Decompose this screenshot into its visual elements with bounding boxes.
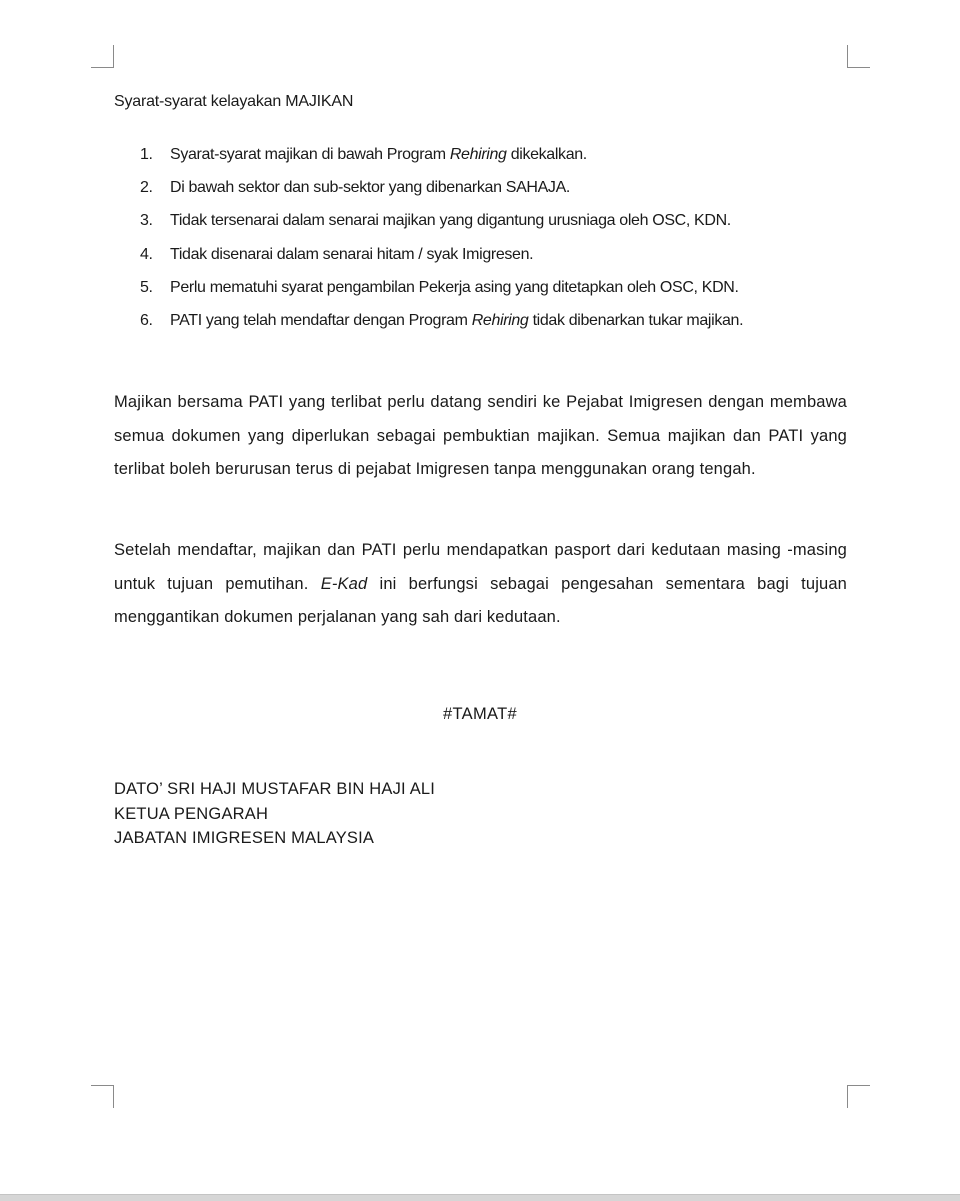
list-item (140, 310, 840, 343)
emphasis-text: Rehiring (449, 146, 507, 163)
list-item-number: 6. (140, 311, 153, 329)
signature-block (114, 777, 435, 851)
body-paragraph: Setelah mendaftar, majikan dan PATI perlu mendapatkan pasport dari kedutaan masing -masing untuk tujuan pemutihan. E-Kad ini berfungsi sebagai pengesahan sementara bagi tujuan menggantikan dokumen perjalanan yang sah dari kedutaan. (114, 541, 847, 626)
list-item (140, 177, 840, 210)
closing-mark: #TAMAT# (443, 705, 517, 723)
section-heading: Syarat-syarat kelayakan MAJIKAN (114, 93, 354, 110)
crop-mark-bottom-left (91, 1085, 114, 1108)
list-item (140, 210, 840, 243)
crop-mark-top-left (91, 45, 114, 68)
crop-mark-top-right (847, 45, 870, 68)
list-item (140, 277, 840, 310)
signatory-department: JABATAN IMIGRESEN MALAYSIA (114, 829, 375, 847)
list-item (140, 144, 840, 177)
emphasis-text: Rehiring (471, 311, 529, 329)
list-item-text: Tidak tersenarai dalam senarai majikan yang digantung urusniaga oleh OSC, KDN. (170, 212, 731, 230)
requirements-list (140, 144, 840, 343)
signatory-title: KETUA PENGARAH (114, 804, 269, 823)
list-item (140, 244, 840, 277)
emphasis-text: E-Kad (320, 574, 368, 593)
list-item-text: Tidak disenarai dalam senarai hitam / syak Imigresen. (170, 245, 534, 263)
list-item-text: Di bawah sektor dan sub-sektor yang dibenarkan SAHAJA. (170, 179, 570, 197)
list-item-number: 3. (140, 212, 153, 230)
signatory-name: DATO’ SRI HAJI MUSTAFAR BIN HAJI ALI (114, 780, 436, 798)
list-item-number: 2. (140, 179, 153, 197)
list-item-text: PATI yang telah mendaftar dengan Program Rehiring tidak dibenarkan tukar majikan. (170, 311, 744, 329)
list-item-number: 5. (140, 278, 153, 296)
body-paragraph: Majikan bersama PATI yang terlibat perlu datang sendiri ke Pejabat Imigresen dengan membawa semua dokumen yang diperlukan sebagai pembuktian majikan. Semua majikan dan PATI yang terlibat boleh berurusan terus di pejabat Imigresen tanpa menggunakan orang tengah. (114, 393, 847, 478)
list-item-number: 1. (140, 146, 153, 163)
list-item-number: 4. (140, 245, 153, 263)
list-item-text: Syarat-syarat majikan di bawah Program Rehiring dikekalkan. (170, 146, 587, 163)
list-item-text: Perlu mematuhi syarat pengambilan Pekerja asing yang ditetapkan oleh OSC, KDN. (170, 278, 739, 296)
crop-mark-bottom-right (847, 1085, 870, 1108)
